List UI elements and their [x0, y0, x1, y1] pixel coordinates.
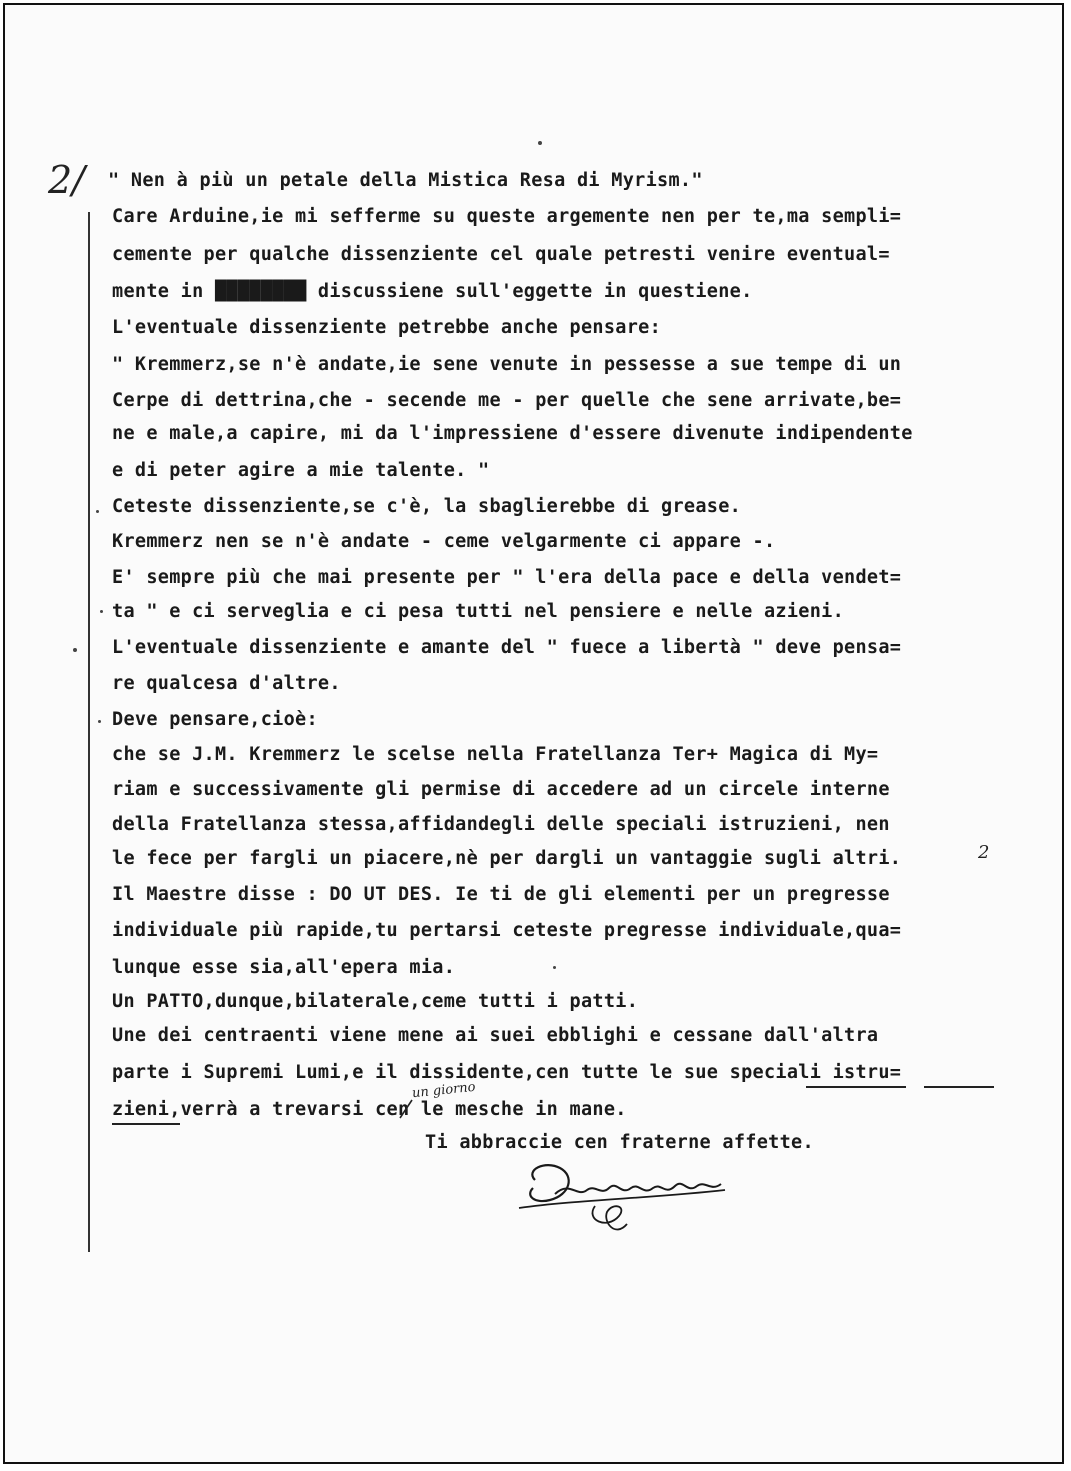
- margin-handwritten-mark: 2/: [48, 158, 85, 202]
- letter-line: Ceteste dissenziente,se c'è, la sbaglierebbe di grease.: [112, 496, 742, 517]
- letter-line: zieni,verrà a trevarsi cen le mesche in mane.: [112, 1099, 627, 1120]
- underline-istru: [924, 1086, 994, 1088]
- letter-line: Il Maestre disse : DO UT DES. Ie ti de gli elementi per un pregresse: [112, 884, 890, 905]
- handwritten-page-ref: 2: [978, 842, 990, 863]
- letter-line: Un PATTO,dunque,bilaterale,ceme tutti i patti.: [112, 991, 639, 1012]
- letter-line: ne e male,a capire, mi da l'impressiene d'essere divenute indipendente: [112, 423, 913, 444]
- letter-line: Deve pensare,cioè:: [112, 709, 318, 730]
- handwritten-insertion: un giorno: [411, 1079, 477, 1102]
- letter-line: Kremmerz nen se n'è andate - ceme velgarmente ci appare -.: [112, 531, 776, 552]
- copy-speck: [538, 141, 542, 145]
- letter-line: Cerpe di dettrina,che - secende me - per quelle che sene arrivate,be=: [112, 390, 902, 411]
- letter-line: che se J.M. Kremmerz le scelse nella Fratellanza Ter+ Magica di My=: [112, 744, 879, 765]
- letter-line: Care Arduine,ie mi sefferme su queste argemente nen per te,ma sempli=: [112, 206, 902, 227]
- letter-line: cemente per qualche dissenziente cel quale petresti venire eventual=: [112, 244, 890, 265]
- letter-line: re qualcesa d'altre.: [112, 673, 341, 694]
- letter-line: della Fratellanza stessa,affidandegli delle speciali istruzieni, nen: [112, 814, 890, 835]
- underline-speciali: [806, 1086, 906, 1088]
- letter-line: Une dei centraenti viene mene ai suei ebblighi e cessane dall'altra: [112, 1025, 879, 1046]
- letter-line: le fece per fargli un piacere,nè per dargli un vantaggie sugli altri.: [112, 848, 902, 869]
- letter-heading-quote: " Nen à più un petale della Mistica Resa di Myrism.": [108, 170, 703, 191]
- letter-line: mente in ████████ discussiene sull'eggette in questiene.: [112, 281, 753, 302]
- letter-line: individuale più rapide,tu pertarsi ceteste pregresse individuale,qua=: [112, 920, 902, 941]
- letter-line: L'eventuale dissenziente petrebbe anche pensare:: [112, 317, 662, 338]
- copy-speck: [73, 648, 77, 652]
- letter-line: lunque esse sia,all'epera mia.: [112, 957, 456, 978]
- closing-line: Ti abbraccie cen fraterne affette.: [425, 1132, 814, 1153]
- letter-line: ta " e ci serveglia e ci pesa tutti nel pensiere e nelle azieni.: [112, 601, 845, 622]
- letter-line: L'eventuale dissenziente e amante del " fuece a libertà " deve pensa=: [112, 637, 902, 658]
- underline-zieni: [112, 1123, 180, 1125]
- letter-line: parte i Supremi Lumi,e il dissidente,cen tutte le sue speciali istru=: [112, 1062, 902, 1083]
- copy-speck: [553, 966, 556, 969]
- letter-line: e di peter agire a mie talente. ": [112, 460, 490, 481]
- letter-line: E' sempre più che mai presente per " l'era della pace e della vendet=: [112, 567, 902, 588]
- handwritten-signature: [515, 1150, 745, 1240]
- letter-line: " Kremmerz,se n'è andate,ie sene venute in pessesse a sue tempe di un: [112, 354, 902, 375]
- copy-speck: [96, 510, 99, 513]
- copy-speck: [100, 610, 103, 613]
- insertion-caret-icon: [398, 1098, 418, 1120]
- letter-line: riam e successivamente gli permise di accedere ad un circele interne: [112, 779, 890, 800]
- copy-speck: [98, 720, 101, 723]
